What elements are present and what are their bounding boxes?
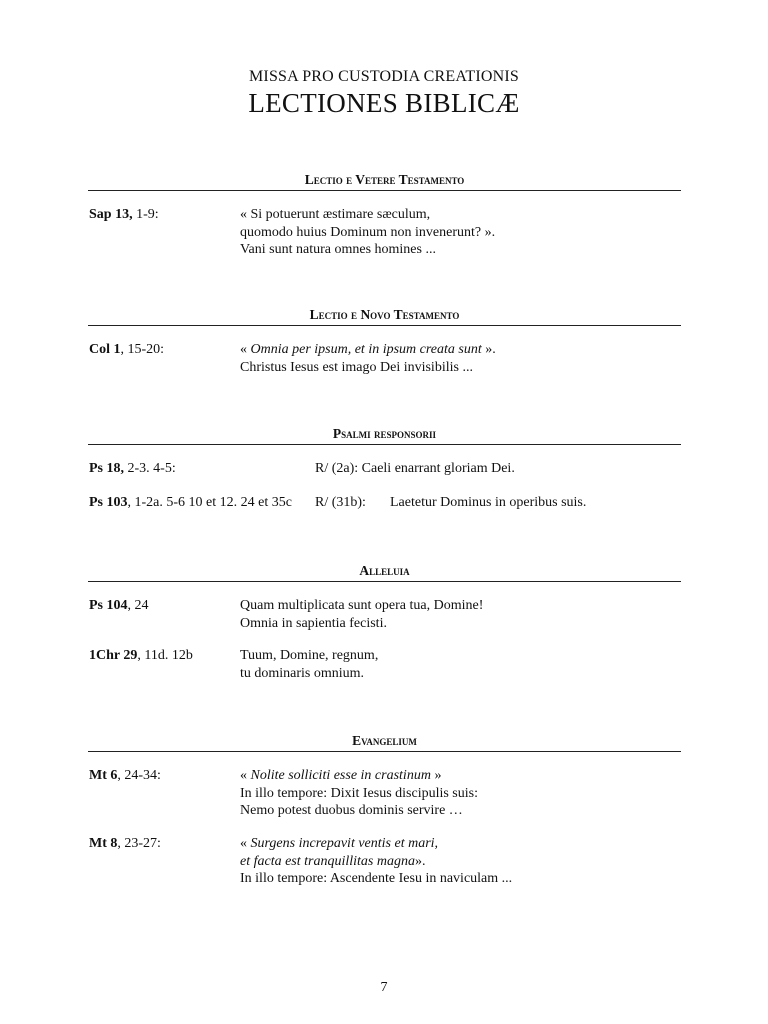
response-label: R/ (31b): xyxy=(315,495,366,510)
scripture-reference: Ps 104, 24 xyxy=(89,598,149,613)
scripture-reference: Sap 13, 1-9: xyxy=(89,207,159,222)
section-heading: Psalmi responsorii xyxy=(88,426,681,445)
scripture-reference: Mt 8, 23-27: xyxy=(89,836,161,851)
alleluia-entry xyxy=(88,597,681,633)
page-number: 7 xyxy=(380,980,388,995)
gospel-entry xyxy=(88,835,681,889)
gospel-entry xyxy=(88,767,681,821)
reading-entry xyxy=(88,341,681,377)
reading-text: « Surgens increpavit ventis et mari, et facta est tranquillitas magna». In illo tempore: Ascendente Iesu in naviculam ... xyxy=(240,836,513,886)
section-psalmi-responsorii xyxy=(88,426,681,512)
scripture-reference: Mt 6, 24-34: xyxy=(89,768,161,783)
response-text: Laetetur Dominus in operibus suis. xyxy=(390,495,587,510)
section-novum-testamentum xyxy=(88,307,681,377)
scripture-reference: Ps 103, 1-2a. 5-6 10 et 12. 24 et 35c xyxy=(89,495,292,510)
alleluia-entry xyxy=(88,647,681,683)
reading-text: « Nolite solliciti esse in crastinum » In illo tempore: Dixit Iesus discipulis suis: Nemo potest duobus dominis servire … xyxy=(240,768,478,818)
reading-text: Tuum, Domine, regnum, tu dominaris omnium. xyxy=(240,648,379,681)
section-vetus-testamentum xyxy=(88,172,681,260)
response-text: R/ (2a): Caeli enarrant gloriam Dei. xyxy=(315,461,515,476)
page-title: LECTIONES BIBLICÆ xyxy=(248,88,520,118)
scripture-reference: Col 1, 15-20: xyxy=(89,342,165,357)
psalm-entry xyxy=(88,460,681,478)
scripture-reference: Ps 18, 2-3. 4-5: xyxy=(89,461,176,476)
reading-text: Quam multiplicata sunt opera tua, Domine! Omnia in sapientia fecisti. xyxy=(240,598,484,631)
section-heading: Lectio e Vetere Testamento xyxy=(88,172,681,191)
reading-text: « Si potuerunt æstimare sæculum, quomodo huius Dominum non invenerunt? ». Vani sunt natura omnes homines ... xyxy=(240,207,496,257)
section-heading: Evangelium xyxy=(88,733,681,752)
scripture-reference: 1Chr 29, 11d. 12b xyxy=(89,648,193,663)
section-heading: Lectio e Novo Testamento xyxy=(88,307,681,326)
section-alleluia xyxy=(88,563,681,683)
section-heading: Alleluia xyxy=(88,563,681,582)
reading-text: « Omnia per ipsum, et in ipsum creata sunt ». Christus Iesus est imago Dei invisibilis ... xyxy=(240,342,496,375)
psalm-entry xyxy=(88,494,681,512)
section-evangelium xyxy=(88,733,681,889)
reading-entry xyxy=(88,206,681,260)
page-subtitle: MISSA PRO CUSTODIA CREATIONIS xyxy=(248,68,519,85)
